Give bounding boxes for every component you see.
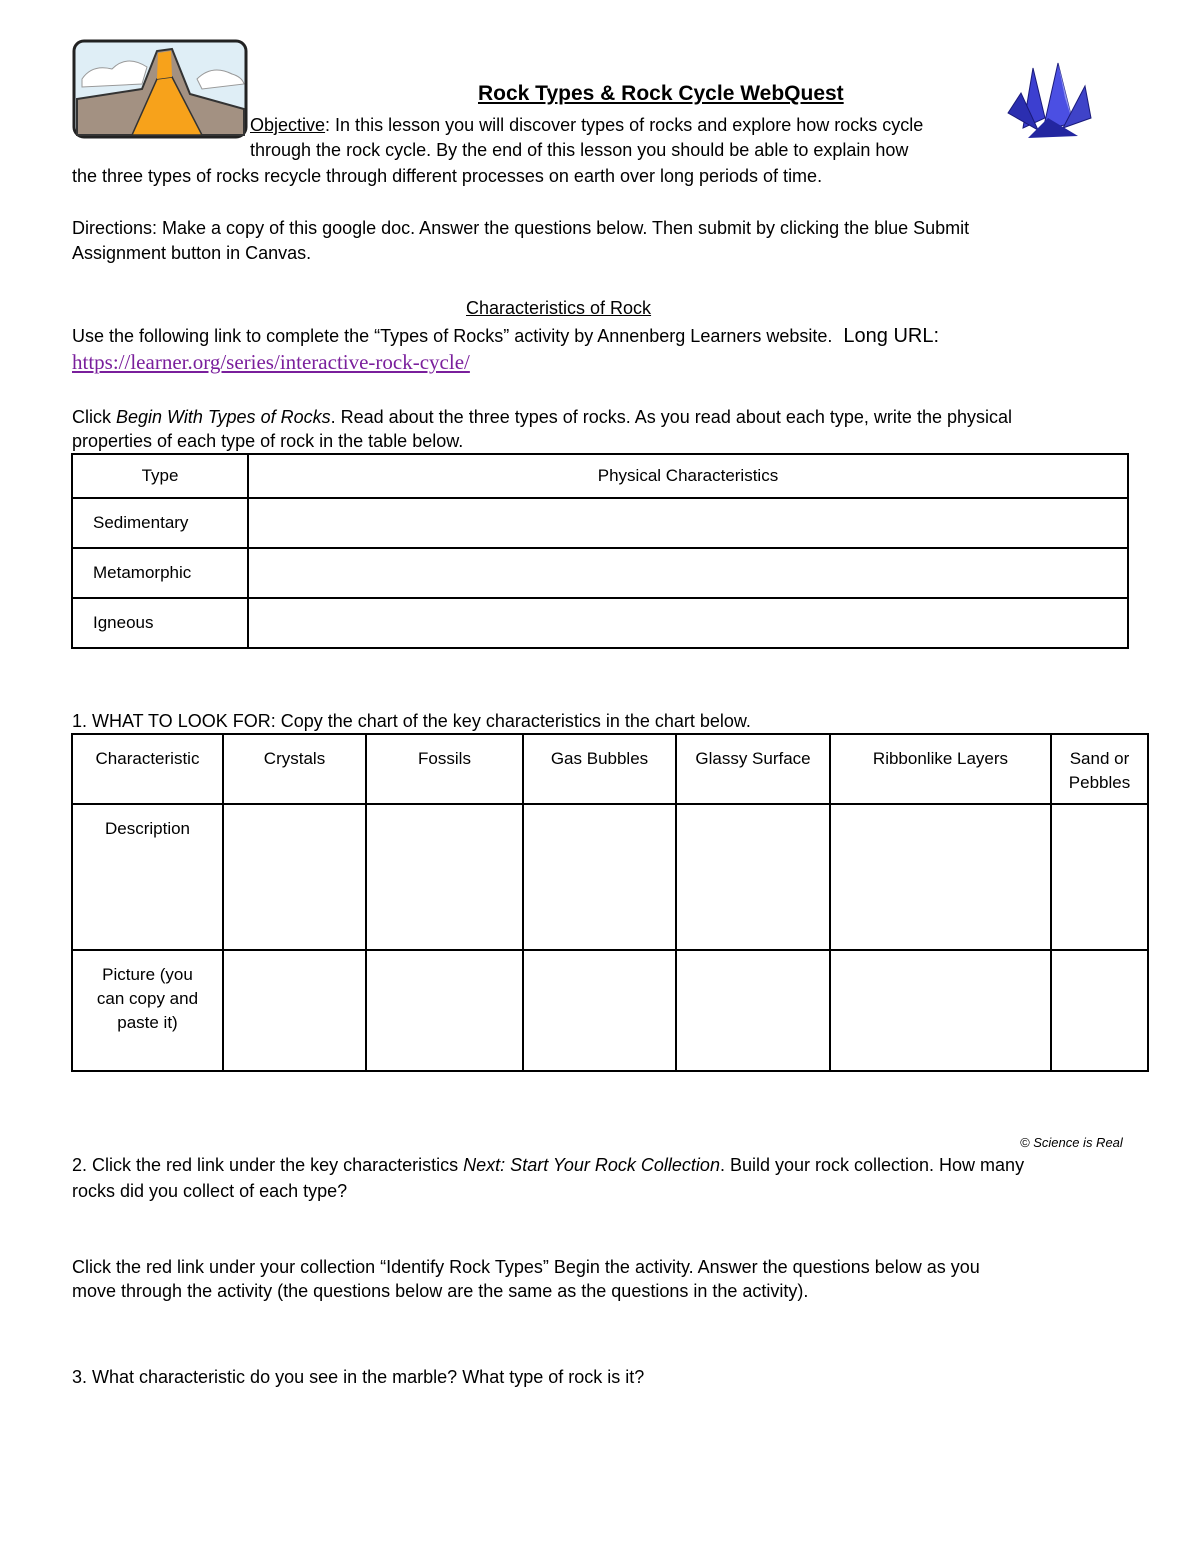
header-ribbonlike-layers: Ribbonlike Layers [830, 734, 1051, 804]
click-line-2: properties of each type of rock in the table below. [72, 431, 464, 451]
long-url-label: Long URL: [843, 325, 940, 347]
table-row [72, 548, 1128, 598]
picture-cell[interactable] [523, 950, 676, 1071]
row-label-igneous: Igneous [72, 598, 248, 648]
question-2-line-1 [72, 1153, 1024, 1178]
header-crystals: Crystals [223, 734, 366, 804]
link-line [72, 350, 470, 375]
table-row [72, 804, 1148, 950]
question-3: 3. What characteristic do you see in the marble? What type of rock is it? [72, 1367, 645, 1387]
rock-cycle-link[interactable]: https://learner.org/series/interactive-rock-cycle/ [72, 350, 470, 374]
click-pre: Click [72, 407, 116, 427]
directions-line-1: Directions: Make a copy of this google doc. Answer the questions below. Then submit by clicking the blue Submit [72, 218, 970, 238]
table-header-row [72, 454, 1128, 498]
question-2-post: . Build your rock collection. How many [719, 1155, 1025, 1175]
question-2-pre: 2. Click the red link under the key characteristics [72, 1155, 464, 1175]
picture-cell[interactable] [366, 950, 523, 1071]
objective-line-1 [250, 113, 923, 138]
objective-line-3: the three types of rocks recycle through different processes on earth over long periods of time. [72, 166, 823, 186]
description-cell[interactable] [1051, 804, 1148, 950]
description-cell[interactable] [830, 804, 1051, 950]
row-label-metamorphic: Metamorphic [72, 548, 248, 598]
volcano-image [72, 39, 248, 139]
header-glassy-surface: Glassy Surface [676, 734, 830, 804]
picture-cell[interactable] [676, 950, 830, 1071]
row-label-description: Description [72, 804, 223, 950]
picture-cell[interactable] [223, 950, 366, 1071]
question-2-line-2: rocks did you collect of each type? [72, 1181, 348, 1201]
click-line-1 [72, 405, 1012, 430]
objective-line-2: through the rock cycle. By the end of this lesson you should be able to explain how [250, 140, 909, 160]
description-cell[interactable] [676, 804, 830, 950]
table-row [72, 498, 1128, 548]
rock-types-table [71, 453, 1129, 649]
header-gas-bubbles: Gas Bubbles [523, 734, 676, 804]
picture-cell[interactable] [1051, 950, 1148, 1071]
identify-line-1: Click the red link under your collection “Identify Rock Types” Begin the activity. Answer the questions below as you [72, 1257, 980, 1277]
click-post: . Read about the three types of rocks. As you read about each type, write the physical [330, 407, 1012, 427]
identify-line-2: move through the activity (the questions below are the same as the questions in the activity). [72, 1281, 809, 1301]
click-italic: Begin With Types of Rocks [116, 407, 331, 427]
table-header-row [72, 734, 1148, 804]
header-fossils: Fossils [366, 734, 523, 804]
table-row [72, 598, 1128, 648]
objective-text-1: : In this lesson you will discover types of rocks and explore how rocks cycle [325, 115, 924, 135]
answer-cell-igneous[interactable] [248, 598, 1128, 648]
header-characteristic: Characteristic [72, 734, 223, 804]
question-2-italic: Next: Start Your Rock Collection [463, 1155, 720, 1175]
key-characteristics-table [71, 733, 1149, 1072]
row-label-sedimentary: Sedimentary [72, 498, 248, 548]
section-heading: Characteristics of Rock [466, 298, 652, 318]
header-sand-or-pebbles: Sand or Pebbles [1051, 734, 1148, 804]
directions-line-2: Assignment button in Canvas. [72, 243, 312, 263]
description-cell[interactable] [523, 804, 676, 950]
objective-label: Objective [250, 115, 326, 135]
answer-cell-sedimentary[interactable] [248, 498, 1128, 548]
crystal-image [1003, 58, 1095, 142]
table-row [72, 950, 1148, 1071]
instruction-line [72, 324, 939, 349]
header-physical: Physical Characteristics [248, 454, 1128, 498]
page-title: Rock Types & Rock Cycle WebQuest [478, 82, 844, 105]
row-label-picture: Picture (you can copy and paste it) [72, 950, 223, 1071]
description-cell[interactable] [366, 804, 523, 950]
question-1: 1. WHAT TO LOOK FOR: Copy the chart of the key characteristics in the chart below. [72, 711, 751, 731]
picture-cell[interactable] [830, 950, 1051, 1071]
instruction-text: Use the following link to complete the “Types of Rocks” activity by Annenberg Learners website. [72, 326, 833, 346]
header-type: Type [72, 454, 248, 498]
description-cell[interactable] [223, 804, 366, 950]
credit-text: © Science is Real [1020, 1135, 1123, 1150]
answer-cell-metamorphic[interactable] [248, 548, 1128, 598]
